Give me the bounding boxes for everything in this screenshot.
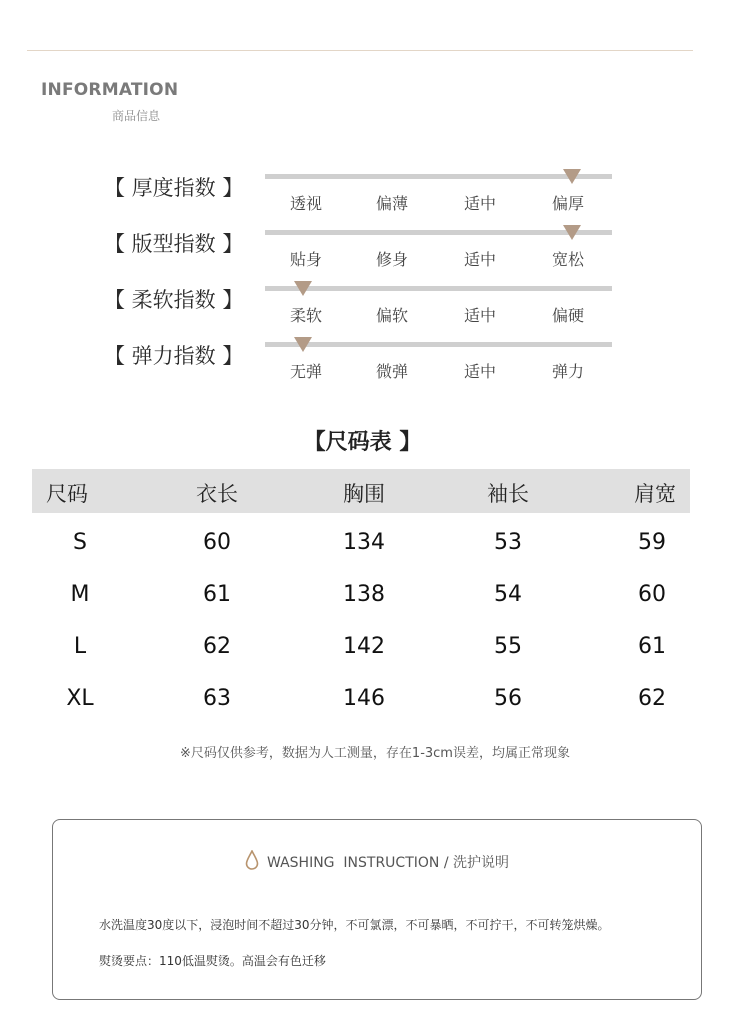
size-cell: L: [73, 634, 87, 659]
size-table-title: 【尺码表 】: [303, 430, 422, 455]
index-row: [0, 228, 750, 284]
size-cell: 138: [343, 582, 385, 607]
index-option-label: 偏薄: [376, 194, 409, 213]
size-cell: 60: [203, 530, 231, 555]
size-cell: 134: [343, 530, 385, 555]
size-table-header: [32, 469, 690, 513]
index-option-label: 柔软: [290, 306, 323, 325]
index-title: 【 柔软指数 】: [104, 288, 244, 312]
index-option-label: 适中: [464, 194, 497, 213]
index-track: [265, 342, 612, 347]
size-cell: 62: [638, 686, 666, 711]
section-title-cn: 商品信息: [112, 109, 161, 123]
ironing-rule: 熨烫要点：110低温熨烫。高温会有色迁移: [99, 954, 326, 968]
index-title: 【 版型指数 】: [104, 232, 244, 256]
size-cell: 60: [638, 582, 666, 607]
size-cell: 61: [638, 634, 666, 659]
index-row: [0, 172, 750, 228]
size-cell: 56: [494, 686, 522, 711]
size-cell: 55: [494, 634, 522, 659]
size-cell: XL: [66, 686, 94, 711]
index-track: [265, 286, 612, 291]
size-header-cell: 衣长: [196, 482, 238, 506]
size-cell: 62: [203, 634, 231, 659]
size-row: [32, 634, 690, 674]
size-cell: S: [73, 530, 87, 555]
index-row: [0, 340, 750, 396]
index-marker-icon: [563, 225, 581, 240]
size-header-cell: 尺码: [46, 482, 88, 506]
index-title: 【 弹力指数 】: [104, 344, 244, 368]
size-cell: 146: [343, 686, 385, 711]
index-option-label: 偏软: [376, 306, 409, 325]
index-option-label: 透视: [290, 194, 323, 213]
index-option-label: 适中: [464, 250, 497, 269]
size-header-cell: 肩宽: [634, 482, 676, 506]
section-title-en: INFORMATION: [41, 80, 179, 100]
index-track: [265, 174, 612, 179]
index-title: 【 厚度指数 】: [104, 176, 244, 200]
size-row: [32, 582, 690, 622]
top-divider: [27, 50, 693, 51]
index-option-label: 修身: [376, 250, 409, 269]
index-option-label: 适中: [464, 362, 497, 381]
index-option-label: 无弹: [290, 362, 323, 381]
index-option-label: 适中: [464, 306, 497, 325]
index-option-label: 微弹: [376, 362, 409, 381]
washing-rule: 水洗温度30度以下，浸泡时间不超过30分钟，不可氯漂，不可暴晒，不可拧干，不可转笼烘燥。: [99, 918, 610, 932]
index-option-label: 偏厚: [552, 194, 585, 213]
size-note: ※尺码仅供参考，数据为人工测量，存在1-3cm误差，均属正常现象: [180, 746, 570, 761]
index-option-label: 贴身: [290, 250, 323, 269]
size-cell: 61: [203, 582, 231, 607]
water-drop-icon: [245, 850, 259, 874]
size-cell: 59: [638, 530, 666, 555]
index-marker-icon: [563, 169, 581, 184]
size-cell: 142: [343, 634, 385, 659]
washing-instruction-box: [52, 819, 702, 1000]
index-option-label: 偏硬: [552, 306, 585, 325]
size-cell: M: [70, 582, 90, 607]
size-cell: 53: [494, 530, 522, 555]
size-header-cell: 袖长: [487, 482, 529, 506]
washing-heading-text: WASHING INSTRUCTION / 洗护说明: [267, 855, 509, 871]
index-option-label: 弹力: [552, 362, 585, 381]
index-marker-icon: [294, 281, 312, 296]
index-row: [0, 284, 750, 340]
index-marker-icon: [294, 337, 312, 352]
size-cell: 63: [203, 686, 231, 711]
index-option-label: 宽松: [552, 250, 585, 269]
size-row: [32, 530, 690, 570]
washing-heading: [53, 850, 701, 874]
index-track: [265, 230, 612, 235]
size-row: [32, 686, 690, 726]
size-header-cell: 胸围: [343, 482, 385, 506]
size-cell: 54: [494, 582, 522, 607]
